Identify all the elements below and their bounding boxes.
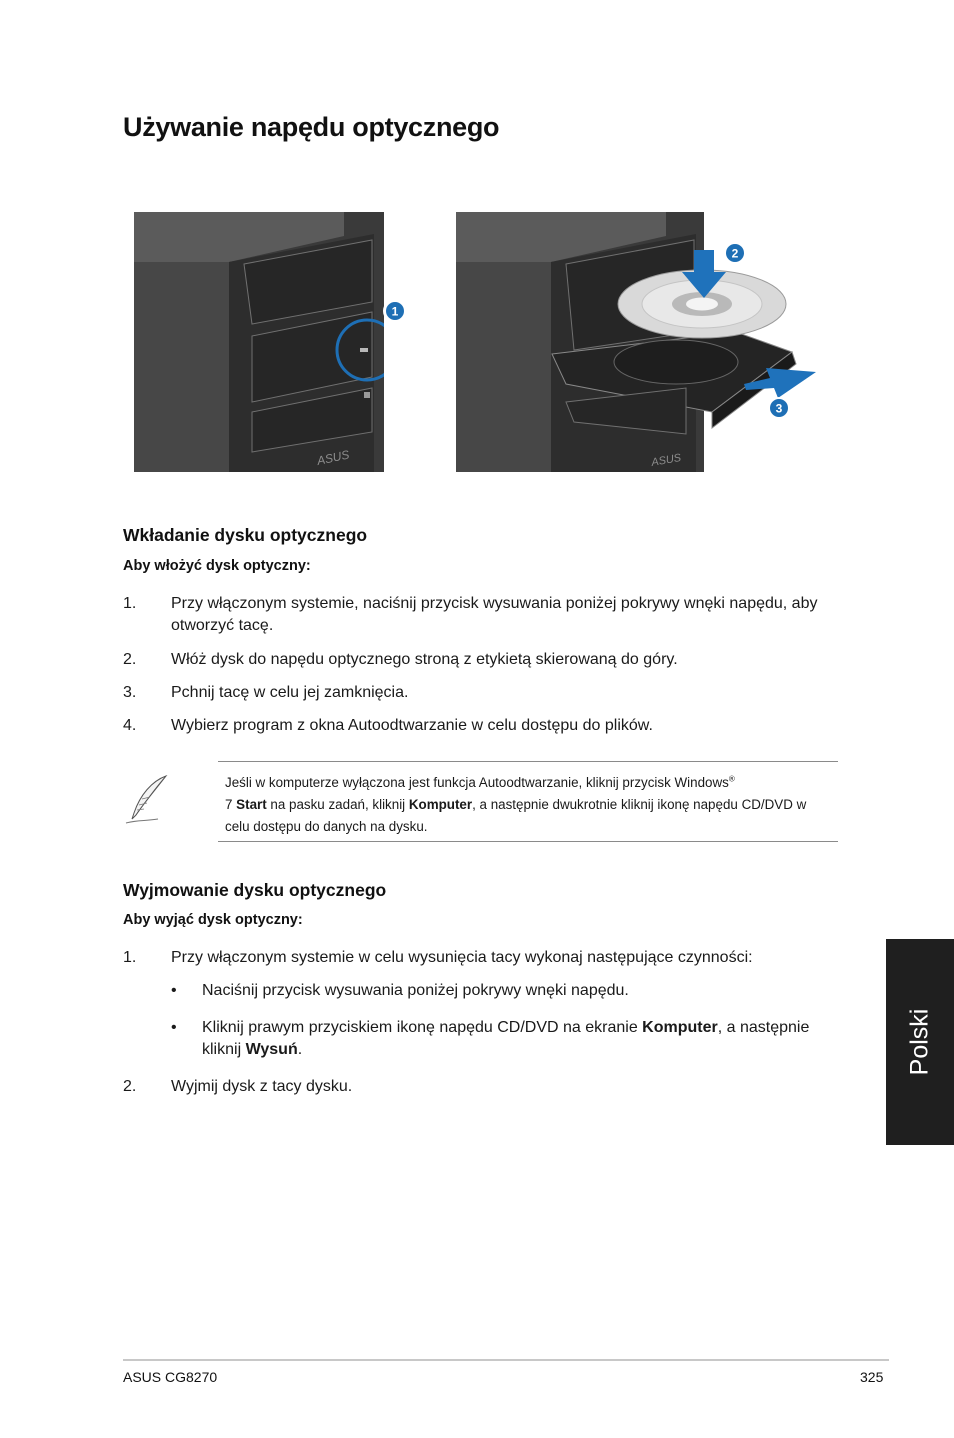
step-text: Pchnij tacę w celu jej zamknięcia.	[171, 684, 409, 701]
step-text: Przy włączonym systemie, naciśnij przycisk wysuwania poniżej pokrywy wnęki napędu, aby otworzyć tacę.	[171, 595, 818, 634]
feather-pen-icon	[122, 773, 172, 825]
footer-page-number: 325	[860, 1369, 884, 1385]
insert-heading: Wkładanie dysku optycznego	[123, 525, 368, 545]
step-number: 2.	[123, 651, 137, 668]
step-text: Wyjmij dysk z tacy dysku.	[171, 1078, 353, 1095]
callout-3-badge	[768, 397, 794, 423]
svg-text:ASUS: ASUS	[650, 451, 683, 469]
page-title: Używanie napędu optycznego	[123, 112, 500, 142]
callout-1-badge	[384, 300, 410, 326]
note-top-rule	[218, 761, 838, 762]
language-label: Polski	[905, 1008, 934, 1076]
remove-subheading: Aby wyjąć dysk optyczny:	[123, 912, 303, 928]
remove-heading: Wyjmowanie dysku optycznego	[123, 880, 387, 900]
note-bottom-rule	[218, 841, 838, 842]
footer-rule	[123, 1359, 889, 1361]
step-number: 4.	[123, 717, 137, 734]
callout-2-badge	[724, 242, 750, 268]
step-text: Włóż dysk do napędu optycznego stroną z etykietą skierowaną do góry.	[171, 651, 678, 668]
step-number: 1.	[123, 949, 137, 966]
bullet-marker: •	[171, 1019, 177, 1036]
footer-product: ASUS CG8270	[123, 1369, 218, 1385]
insert-subheading: Aby włożyć dysk optyczny:	[123, 558, 311, 574]
note-text: Jeśli w komputerze wyłączona jest funkcja Autoodtwarzanie, kliknij przycisk Windows® 7 Start na pasku zadań, kliknij Komputer, a następnie dwukrotnie kliknij ikonę napędu CD/DVD w celu dostępu do danych na dysku.	[225, 774, 807, 834]
svg-text:1: 1	[391, 304, 399, 319]
disc-insertion-illustration	[456, 212, 820, 472]
step-text: Przy włączonym systemie w celu wysunięcia tacy wykonaj następujące czynności:	[171, 949, 753, 966]
bullet-text: Naciśnij przycisk wysuwania poniżej pokrywy wnęki napędu.	[202, 982, 629, 999]
step-text: Wybierz program z okna Autoodtwarzanie w celu dostępu do plików.	[171, 717, 653, 734]
svg-text:3: 3	[775, 401, 783, 416]
language-side-tab	[886, 939, 954, 1145]
bullet-marker: •	[171, 982, 177, 999]
pc-front-illustration	[134, 212, 384, 472]
step-number: 1.	[123, 595, 137, 612]
step-number: 3.	[123, 684, 137, 701]
step-number: 2.	[123, 1078, 137, 1095]
bullet-text: Kliknij prawym przyciskiem ikonę napędu CD/DVD na ekranie Komputer, a następnie kliknij Wysuń.	[202, 1019, 810, 1058]
asus-logo: ASUS	[315, 447, 351, 468]
svg-text:2: 2	[731, 246, 739, 261]
